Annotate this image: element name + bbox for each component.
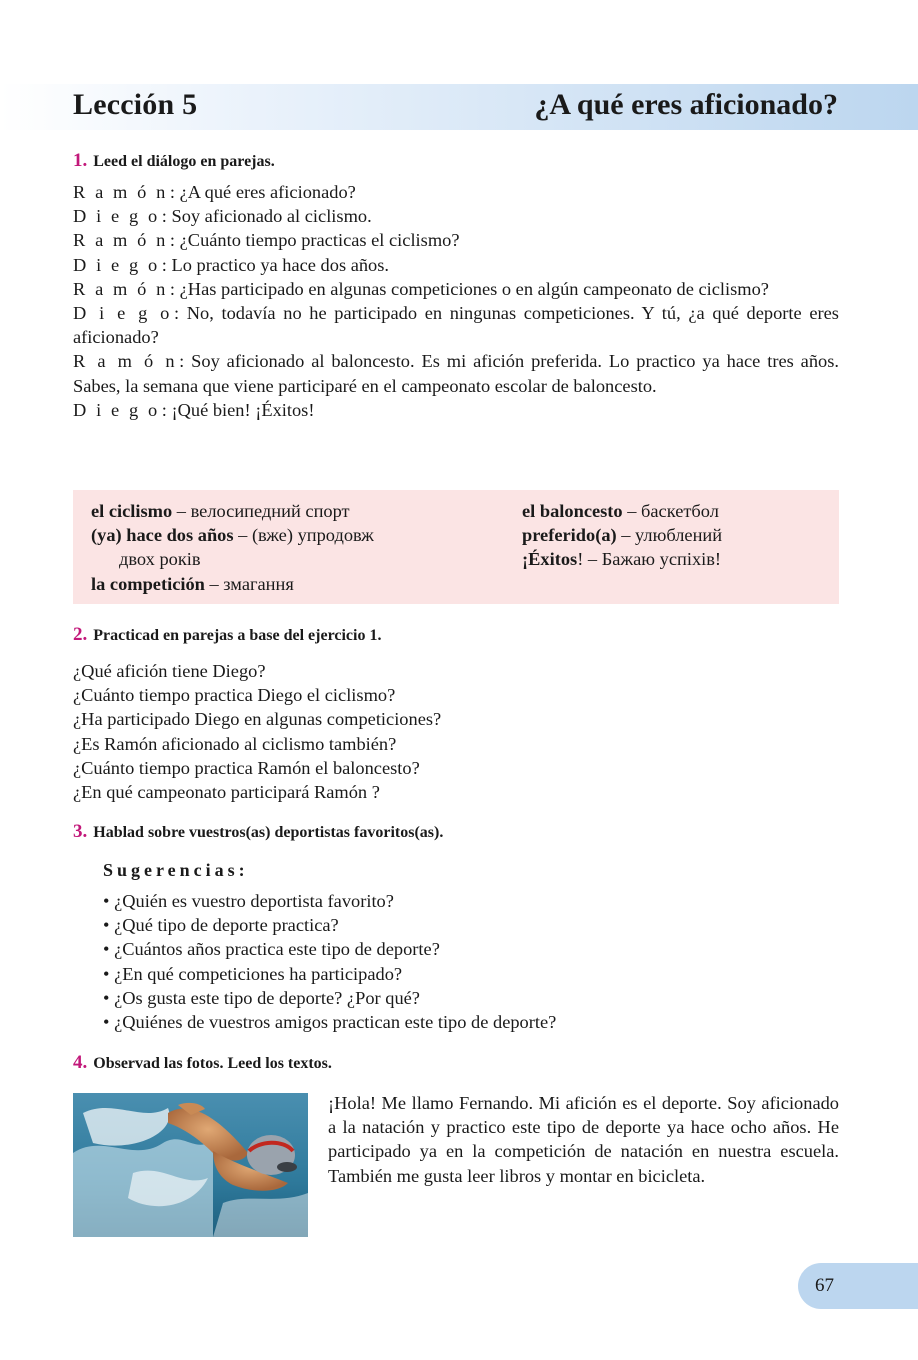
vocab-entry (91, 499, 511, 523)
speaker-name: D i e g o (73, 399, 160, 420)
vocab-meaning-continuation: двох років (119, 549, 201, 570)
bullet-icon: • (103, 1012, 110, 1033)
suggestion-item (103, 937, 556, 961)
exercise-number: 4. (73, 1052, 88, 1073)
lesson-title: ¿A qué eres aficionado? (534, 88, 838, 121)
question-item: ¿Cuánto tiempo practica Diego el ciclismo? (73, 685, 396, 706)
vocab-entry (91, 523, 511, 547)
question-list (73, 659, 839, 804)
exercise-1-heading (73, 150, 275, 172)
vocab-entry (522, 547, 832, 571)
vocab-meaning: баскетбол (641, 501, 719, 521)
dialogue-line: R a m ó n : Soy aficionado al baloncesto. Es mi afición preferida. Lo practico ya hace tres años. Sabes, la semana que viene participaré en el campeonato escolar de baloncesto. (73, 351, 839, 396)
vocabulary-column-right (522, 499, 832, 572)
suggestion-text: ¿Quién es vuestro deportista favorito? (114, 891, 394, 911)
dialogue-line: R a m ó n : ¿Cuánto tiempo practicas el ciclismo? (73, 230, 460, 251)
vocabulary-column-left (91, 499, 511, 596)
exercise-number: 1. (73, 150, 88, 171)
vocab-term: el ciclismo (91, 501, 173, 521)
dialogue-text: Lo practico ya hace dos años. (171, 254, 390, 275)
lesson-number: Lección 5 (73, 88, 198, 121)
suggestions-title: Sugerencias: (103, 860, 249, 880)
swimmer-photo (73, 1093, 308, 1237)
suggestion-item (103, 1010, 556, 1034)
suggestions-list (103, 889, 556, 1034)
question-item: ¿Cuánto tiempo practica Ramón el baloncesto? (73, 757, 420, 778)
dialogue (73, 180, 839, 422)
vocab-separator: – (233, 525, 252, 546)
speaker-name: R a m ó n (73, 351, 178, 372)
bullet-icon: • (103, 939, 110, 960)
speaker-name: D i e g o (73, 254, 160, 275)
vocab-term: (ya) hace dos años (91, 525, 234, 546)
exercise-instruction: Hablad sobre vuestros(as) deportistas favoritos(as). (93, 824, 444, 841)
dialogue-text: Soy aficionado al ciclismo. (171, 206, 372, 227)
vocab-term: el baloncesto (522, 501, 623, 521)
bullet-icon: • (103, 915, 110, 936)
fernando-text: ¡Hola! Me llamo Fernando. Mi afición es el deporte. Soy aficionado a la natación y practico este tipo de deporte ya hace ocho años. He participado ya en la competición de natación en nuestra escuela. También me gusta leer libros y montar en bicicleta. (328, 1093, 839, 1186)
vocab-term: la competición (91, 573, 205, 594)
speaker-name: D i e g o (73, 303, 172, 324)
vocab-entry (522, 499, 832, 523)
question-item: ¿En qué campeonato participará Ramón ? (73, 782, 380, 803)
dialogue-line: R a m ó n : ¿Has participado en algunas competiciones o en algún campeonato de ciclismo? (73, 278, 769, 299)
suggestion-item (103, 962, 556, 986)
vocab-separator: – (204, 573, 224, 594)
vocab-meaning: (вже) упродовж (251, 525, 374, 546)
vocab-meaning: Бажаю успіхів! (601, 549, 722, 570)
dialogue-line: D i e g o : Lo practico ya hace dos años. (73, 254, 390, 275)
vocab-entry (522, 523, 832, 547)
bullet-icon: • (103, 891, 110, 911)
exercise-instruction: Practicad en parejas a base del ejercicio 1. (93, 627, 382, 644)
exercise-number: 3. (73, 821, 88, 842)
vocab-separator: – (172, 501, 191, 521)
vocab-term: ¡Éxitos (522, 549, 578, 570)
question-item: ¿Qué afición tiene Diego? (73, 661, 266, 681)
dialogue-line: D i e g o : No, todavía no he participado en ningunas competiciones. Y tú, ¿a qué deporte eres aficionado? (73, 303, 839, 348)
dialogue-text: ¿A qué eres aficionado? (179, 182, 356, 202)
dialogue-text: Soy aficionado al baloncesto. Es mi afición preferida. Lo practico ya hace tres años. Sabes, la semana que viene participaré en el campeonato escolar de baloncesto. (73, 351, 839, 396)
exercise-number: 2. (73, 624, 88, 645)
vocab-term: preferido(a) (522, 525, 617, 546)
vocab-meaning: улюблений (635, 525, 723, 546)
suggestion-text: ¿En qué competiciones ha participado? (114, 963, 403, 984)
page-number: 67 (815, 1275, 834, 1296)
vocab-separator: – (616, 525, 636, 546)
suggestion-item (103, 889, 556, 913)
speaker-name: R a m ó n (73, 278, 168, 299)
dialogue-line: R a m ó n : ¿A qué eres aficionado? (73, 182, 356, 202)
exercise-instruction: Leed el diálogo en parejas. (93, 153, 275, 170)
dialogue-line: D i e g o : ¡Qué bien! ¡Éxitos! (73, 399, 315, 420)
exercise-4-heading (73, 1052, 332, 1074)
speaker-name: R a m ó n (73, 230, 168, 251)
exercise-2-heading (73, 624, 381, 646)
dialogue-text: ¡Qué bien! ¡Éxitos! (171, 399, 315, 420)
dialogue-text: ¿Cuánto tiempo practicas el ciclismo? (179, 230, 460, 251)
suggestion-item (103, 913, 556, 937)
suggestion-text: ¿Cuántos años practica este tipo de deporte? (114, 939, 440, 960)
suggestion-text: ¿Quiénes de vuestros amigos practican este tipo de deporte? (114, 1012, 557, 1033)
exercise-instruction: Observad las fotos. Leed los textos. (93, 1055, 332, 1072)
bullet-icon: • (103, 963, 110, 984)
vocab-entry (91, 572, 511, 596)
dialogue-text: No, todavía no he participado en ningunas competiciones. Y tú, ¿a qué deporte eres aficionado? (73, 303, 839, 348)
speaker-name: R a m ó n (73, 182, 168, 202)
dialogue-line: D i e g o : Soy aficionado al ciclismo. (73, 206, 372, 227)
suggestion-text: ¿Qué tipo de deporte practica? (114, 915, 339, 936)
question-item: ¿Es Ramón aficionado al ciclismo también? (73, 733, 397, 754)
vocab-meaning: велосипедний спорт (190, 501, 350, 521)
vocabulary-box (73, 490, 839, 604)
bullet-icon: • (103, 987, 110, 1008)
vocab-separator: ! – (577, 549, 602, 570)
question-item: ¿Ha participado Diego en algunas competiciones? (73, 709, 442, 730)
dialogue-text: ¿Has participado en algunas competiciones o en algún campeonato de ciclismo? (179, 278, 769, 299)
speaker-name: D i e g o (73, 206, 160, 227)
vocab-meaning: змагання (223, 573, 294, 594)
exercise-3-heading (73, 821, 443, 843)
suggestion-text: ¿Os gusta este tipo de deporte? ¿Por qué? (114, 987, 420, 1008)
vocab-separator: – (622, 501, 642, 521)
suggestion-item (103, 986, 556, 1010)
